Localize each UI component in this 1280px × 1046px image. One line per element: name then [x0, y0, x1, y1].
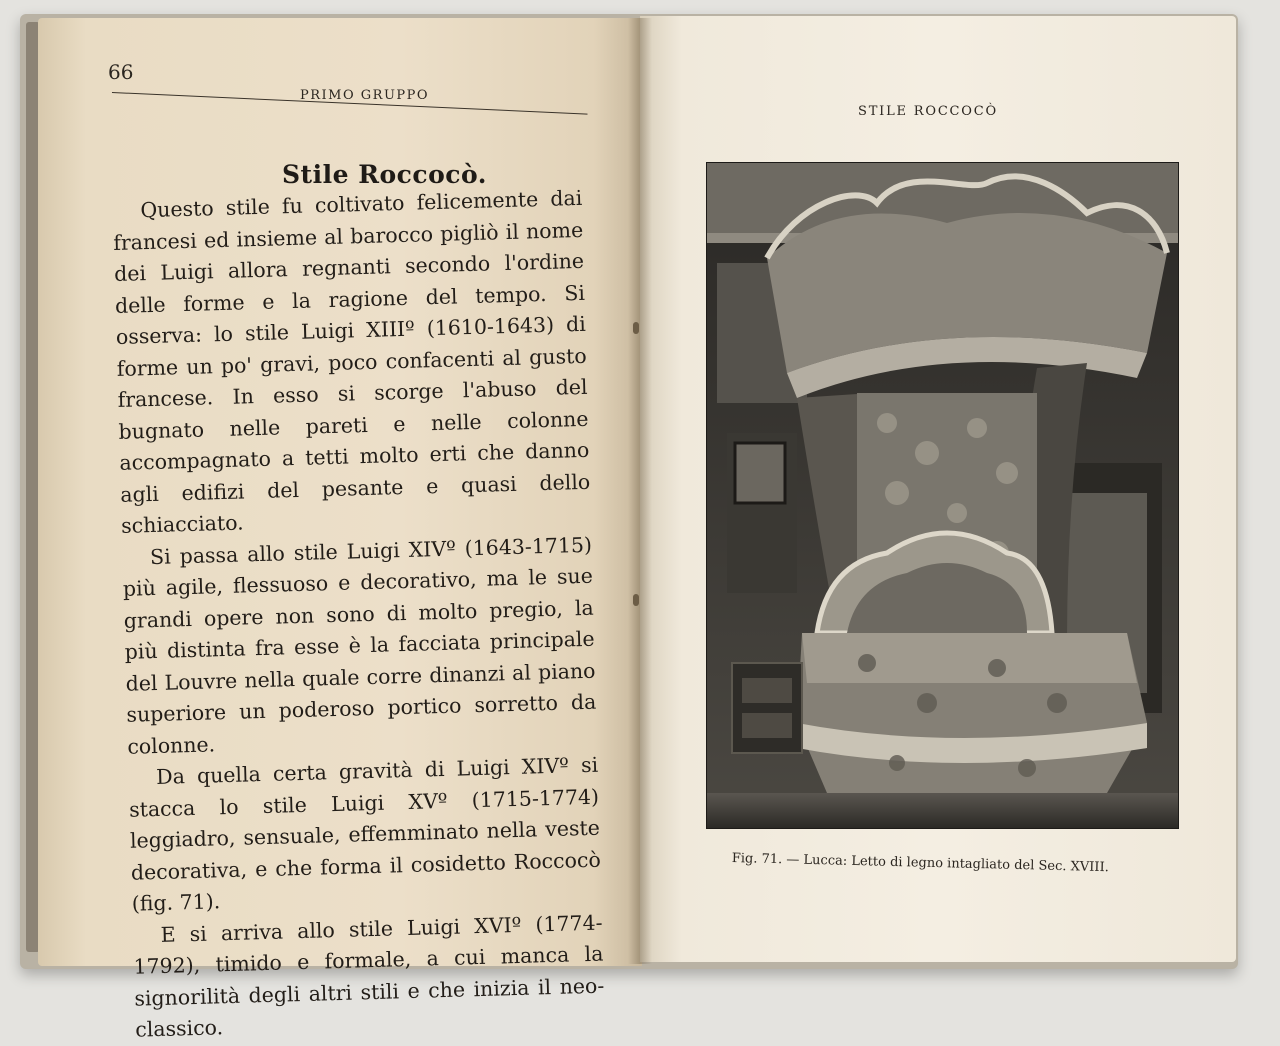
chapter-title: Stile Roccocò.	[282, 160, 487, 189]
staple-hole	[633, 594, 639, 606]
staple-hole	[633, 322, 639, 334]
running-head-right: STILE ROCCOCÒ	[858, 104, 998, 119]
page-number: 66	[108, 60, 134, 84]
paragraph: Questo stile fu coltivato felicemente dai francesi ed insieme al barocco pigliò il nome dei Luigi allora regnanti secondo l'ordine delle forme e la ragione del tempo. Si osserva: lo stile Luigi XIIIº (1610-1643) di forme un po' gravi, poco confacenti al gusto francese. In esso si scorge l'abuso del bugnato nelle pareti e nelle colonne accompagnato a tetti molto erti che danno agli edifizi del pesante e quasi dello schiacciato.	[112, 185, 591, 538]
paragraph: Si passa allo stile Luigi XIVº (1643-1715) più agile, flessuoso e decorativo, ma le sue grandi opere non sono di molto pregio, la più distinta fra esse è la facciata principale del Louvre nella quale corre dinanzi al piano superiore un poderoso portico sorretto da colonne.	[122, 532, 597, 759]
figure-caption: Fig. 71. — Lucca: Letto di legno intagliato del Sec. XVIII.	[731, 851, 1109, 876]
rococo-bed-photograph	[706, 162, 1179, 829]
body-text	[112, 183, 605, 1042]
paragraph: Da quella certa gravità di Luigi XIVº si stacca lo stile Luigi XVº (1715-1774) leggiadro, sensuale, effemminato nella veste decorativa, e che forma il cosidetto Roccocò (fig. 71).	[128, 752, 602, 916]
running-head-left: PRIMO GRUPPO	[300, 88, 430, 103]
bed-illustration	[707, 163, 1178, 828]
paragraph: E si arriva allo stile Luigi XVIº (1774-1792), timido e formale, a cui manca la signorilità degli altri stili e che inizia il neo-classico.	[133, 910, 605, 1042]
book-gutter	[628, 18, 652, 964]
